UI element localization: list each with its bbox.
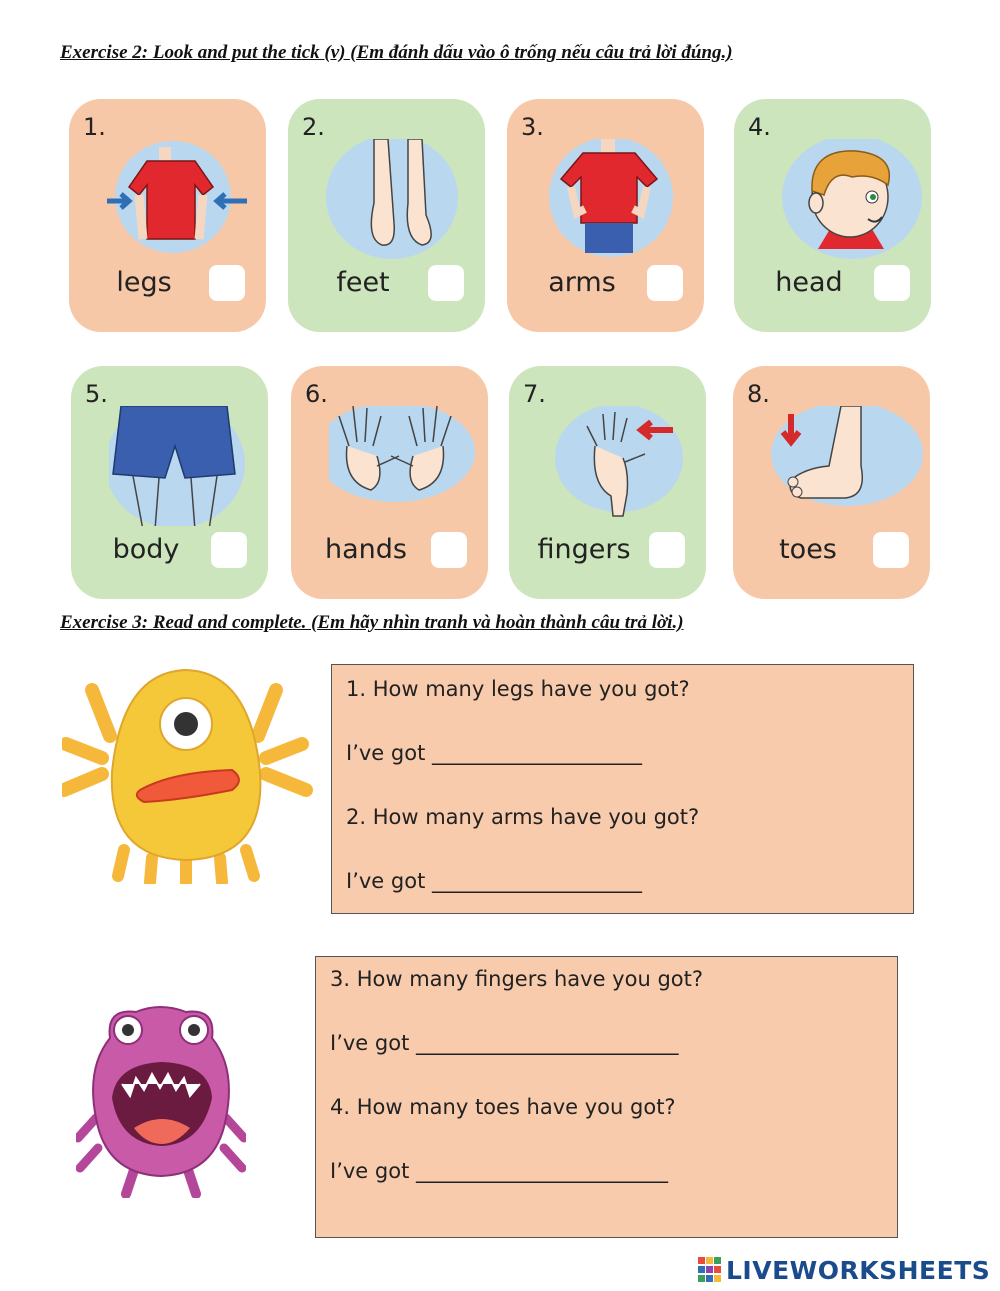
card-number: 5. [85,380,108,408]
body-icon [545,139,697,259]
legs-icon [109,406,261,526]
question-2: 2. How many arms have you got? [346,805,700,829]
card-number: 6. [305,380,328,408]
question-box-2 [315,956,898,1238]
answer-1[interactable]: I’ve got ____________________ [346,741,642,765]
answer-3[interactable]: I’ve got _________________________ [330,1031,679,1055]
card-number: 1. [83,113,106,141]
card-number: 2. [302,113,325,141]
question-box-1 [331,664,914,914]
card-legs [69,99,266,332]
card-fingers [509,366,706,599]
card-number: 7. [523,380,546,408]
hands-icon [329,406,481,526]
card-word: toes [779,534,837,565]
tick-box[interactable] [428,265,464,301]
card-number: 4. [748,113,771,141]
card-feet [288,99,485,332]
card-word: arms [548,267,616,298]
tick-box[interactable] [874,265,910,301]
t-shirt-arms-icon [107,139,259,259]
feet-icon [326,139,478,259]
question-4: 4. How many toes have you got? [330,1095,676,1119]
yellow-monster-icon [62,662,314,884]
card-word: body [112,534,180,565]
question-3: 3. How many fingers have you got? [330,967,703,991]
answer-2[interactable]: I’ve got ____________________ [346,869,642,893]
card-body [71,366,268,599]
logo-mark-icon [698,1257,722,1283]
toes-icon [771,406,923,526]
tick-box[interactable] [649,532,685,568]
question-1: 1. How many legs have you got? [346,677,690,701]
tick-box[interactable] [211,532,247,568]
card-toes [733,366,930,599]
card-word: head [775,267,843,298]
tick-box[interactable] [647,265,683,301]
exercise2-heading: Exercise 2: Look and put the tick (v) (Em đánh dấu vào ô trống nếu câu trả lời đúng.) [60,42,733,63]
tick-box[interactable] [873,532,909,568]
head-icon [772,139,924,259]
card-word: fingers [537,534,631,565]
card-hands [291,366,488,599]
logo-text: LIVEWORKSHEETS [726,1255,991,1285]
card-arms [507,99,704,332]
card-word: hands [325,534,407,565]
answer-4[interactable]: I’ve got ________________________ [330,1159,668,1183]
card-number: 3. [521,113,544,141]
pink-monster-icon [76,998,246,1198]
liveworksheets-logo [698,1254,990,1286]
fingers-icon [547,406,699,526]
tick-box[interactable] [431,532,467,568]
tick-box[interactable] [209,265,245,301]
exercise3-heading: Exercise 3: Read and complete. (Em hãy nhìn tranh và hoàn thành câu trả lời.) [60,612,684,633]
card-head [734,99,931,332]
card-word: legs [116,267,172,298]
card-number: 8. [747,380,770,408]
card-word: feet [336,267,390,298]
